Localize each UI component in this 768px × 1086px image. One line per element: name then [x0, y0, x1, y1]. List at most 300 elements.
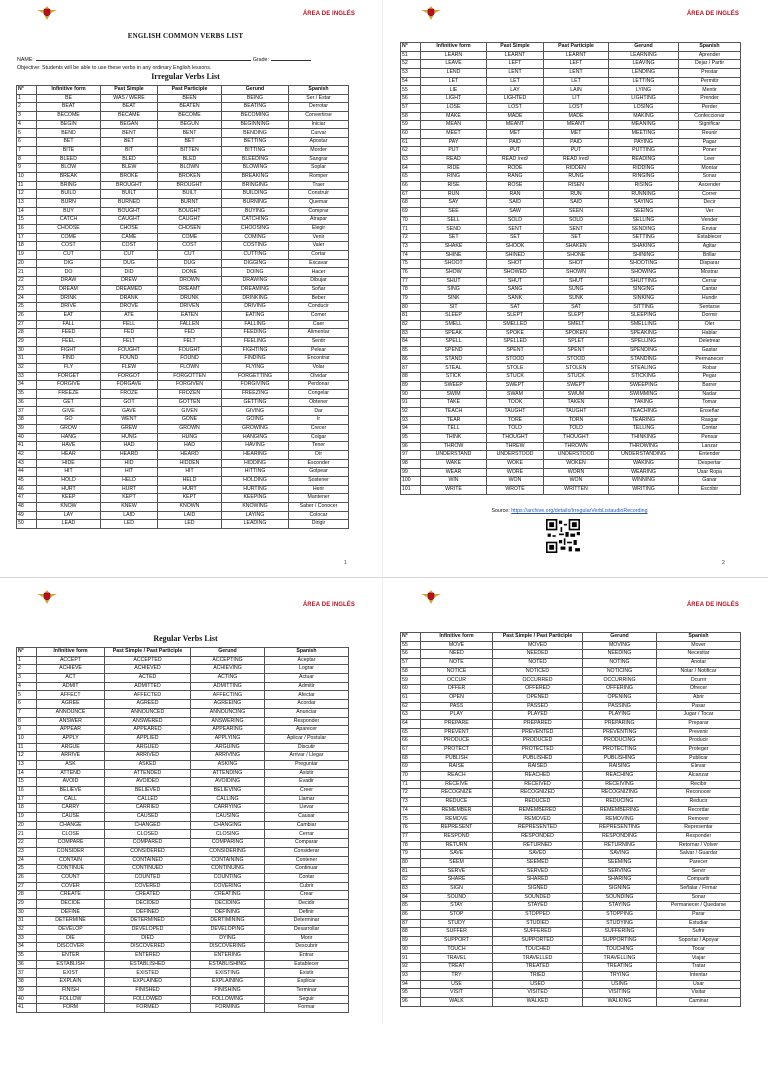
verb-infinitive: MOVE	[421, 641, 493, 650]
verb-row	[17, 129, 349, 138]
verb-past-participle: HAD	[158, 442, 222, 451]
area-label: ÁREA DE INGLÉS	[686, 11, 739, 17]
verb-row	[17, 952, 349, 961]
verb-row	[401, 86, 741, 95]
verb-number: 96	[401, 997, 421, 1006]
verb-row	[401, 329, 741, 338]
verb-gerund: CONTAINING	[191, 856, 265, 865]
verb-infinitive: FOLLOW	[37, 995, 105, 1004]
verb-spanish: Decidir	[265, 899, 349, 908]
verb-infinitive: COUNT	[37, 873, 105, 882]
verb-past-forms: OCCURRED	[493, 676, 583, 685]
verb-spanish: Vender	[679, 216, 741, 225]
verb-gerund: BETTING	[222, 138, 289, 147]
verb-past-participle: KNOWN	[158, 503, 222, 512]
verb-past-simple: BENT	[101, 129, 158, 138]
verb-spanish: Soplar	[289, 164, 349, 173]
verb-row	[17, 390, 349, 399]
verb-gerund: PROTECTING	[583, 745, 657, 754]
grade-blank[interactable]	[271, 60, 311, 61]
verb-row	[17, 285, 349, 294]
verb-infinitive: LOSE	[421, 103, 487, 112]
verb-past-forms: SHARED	[493, 876, 583, 885]
verb-spanish: Reconocer	[657, 789, 741, 798]
verb-gerund: GROWING	[222, 424, 289, 433]
verb-past-forms: SIGNED	[493, 884, 583, 893]
verb-past-participle: LED	[158, 520, 222, 529]
verb-number: 82	[401, 876, 421, 885]
verb-spanish: Dibujar	[289, 277, 349, 286]
verb-row	[401, 294, 741, 303]
verb-infinitive: TEAR	[421, 416, 487, 425]
verb-gerund: DEVELOPING	[191, 926, 265, 935]
verb-number: 49	[17, 511, 37, 520]
verb-row	[17, 459, 349, 468]
verb-gerund: STANDING	[609, 355, 679, 364]
verb-spanish: Curvar	[289, 129, 349, 138]
verb-gerund: NEEDING	[583, 650, 657, 659]
col-past-simple: Past Simple	[487, 43, 544, 52]
verb-number: 32	[17, 926, 37, 935]
verb-past-forms: VISITED	[493, 989, 583, 998]
verb-row	[401, 268, 741, 277]
verb-gerund: LOSING	[609, 103, 679, 112]
verb-past-forms: DIED	[105, 934, 191, 943]
verb-row	[401, 77, 741, 86]
verb-spanish: Convertirse	[289, 112, 349, 121]
verb-spanish: Ofrecer	[657, 685, 741, 694]
verb-gerund: FEEDING	[222, 329, 289, 338]
verb-spanish: Sostener	[289, 476, 349, 485]
verb-past-participle: THROWN	[544, 442, 609, 451]
verb-number: 14	[17, 769, 37, 778]
verb-past-forms: RECOGNIZED	[493, 789, 583, 798]
verb-row	[17, 268, 349, 277]
verb-spanish: Afectar	[265, 691, 349, 700]
qr-code-icon[interactable]	[546, 519, 580, 553]
verb-past-simple: STOLE	[487, 364, 544, 373]
verb-number: 56	[401, 650, 421, 659]
verb-number: 71	[401, 225, 421, 234]
verb-past-participle: HUNG	[158, 433, 222, 442]
name-grade-line	[17, 57, 311, 63]
page-3	[8, 586, 363, 1086]
verb-past-participle: SMELT	[544, 321, 609, 330]
verb-spanish: Necesitar	[657, 650, 741, 659]
verb-infinitive: SHOW	[421, 268, 487, 277]
verb-spanish: Comparar	[265, 839, 349, 848]
verb-infinitive: TRY	[421, 971, 493, 980]
verb-gerund: SELLING	[609, 216, 679, 225]
verb-infinitive: BELIEVE	[37, 787, 105, 796]
verb-spanish: Deletrear	[679, 338, 741, 347]
verb-past-forms: ARRIVED	[105, 752, 191, 761]
verb-infinitive: FORGET	[37, 372, 101, 381]
verb-past-simple: BIT	[101, 146, 158, 155]
verb-number: 18	[17, 804, 37, 813]
verb-gerund: HOLDING	[222, 476, 289, 485]
verb-past-participle: TAUGHT	[544, 407, 609, 416]
verb-infinitive: TAKE	[421, 399, 487, 408]
verb-spanish: Dar	[289, 407, 349, 416]
verb-past-simple: SHOT	[487, 260, 544, 269]
verb-past-forms: WALKED	[493, 997, 583, 1006]
verb-infinitive: COVER	[37, 882, 105, 891]
verb-gerund: FORGETTING	[222, 372, 289, 381]
verb-number: 22	[17, 277, 37, 286]
col-infinitive: Infinitive form	[421, 43, 487, 52]
verb-gerund: RINGING	[609, 173, 679, 182]
verb-infinitive: BURN	[37, 198, 101, 207]
verb-infinitive: GIVE	[37, 407, 101, 416]
verb-infinitive: ACHIEVE	[37, 665, 105, 674]
verb-gerund: FIGHTING	[222, 346, 289, 355]
verb-number: 13	[17, 198, 37, 207]
verb-spanish: Considerar	[265, 847, 349, 856]
verb-number: 64	[401, 719, 421, 728]
verb-past-forms: CARRIED	[105, 804, 191, 813]
verb-spanish: Parecer	[657, 858, 741, 867]
verb-gerund: USING	[583, 980, 657, 989]
verb-spanish: Montar	[679, 164, 741, 173]
verb-gerund: WALKING	[583, 997, 657, 1006]
verb-infinitive: BEGIN	[37, 120, 101, 129]
verb-infinitive: RESPOND	[421, 832, 493, 841]
verb-spanish: Representar	[657, 824, 741, 833]
verb-past-forms: FOLLOWED	[105, 995, 191, 1004]
verb-row	[401, 277, 741, 286]
verb-past-participle: SUNK	[544, 294, 609, 303]
verb-spanish: Alcanzar	[657, 772, 741, 781]
verb-spanish: Dirigir	[289, 520, 349, 529]
verb-number: 22	[17, 839, 37, 848]
verb-spanish: Discutir	[265, 743, 349, 752]
verb-spanish: Prevenir	[657, 728, 741, 737]
verb-gerund: STICKING	[609, 373, 679, 382]
verb-row	[17, 181, 349, 190]
verb-gerund: DIGGING	[222, 259, 289, 268]
verb-infinitive: RUN	[421, 190, 487, 199]
verb-row	[401, 928, 741, 937]
verb-spanish: Parar	[657, 911, 741, 920]
verb-infinitive: SPEAK	[421, 329, 487, 338]
verb-spanish: Aparecer	[265, 726, 349, 735]
verb-infinitive: RIDE	[421, 164, 487, 173]
verb-past-simple: FROZE	[101, 390, 158, 399]
verb-spanish: Cerrar	[679, 277, 741, 286]
verb-infinitive: NEED	[421, 650, 493, 659]
verb-spanish: Comer	[289, 311, 349, 320]
verb-spanish: Creer	[265, 787, 349, 796]
verb-number: 48	[17, 503, 37, 512]
regular-verbs-table-2	[400, 632, 741, 1007]
verb-infinitive: RAISE	[421, 763, 493, 772]
verb-number: 28	[17, 329, 37, 338]
verb-past-forms: CONSIDERED	[105, 847, 191, 856]
verb-gerund: SMELLING	[609, 321, 679, 330]
verb-spanish: Recordar	[657, 806, 741, 815]
verb-gerund: FOLLOWING	[191, 995, 265, 1004]
verb-gerund: PRODUCING	[583, 737, 657, 746]
verb-number: 31	[17, 355, 37, 364]
verb-row	[401, 650, 741, 659]
verb-gerund: BITTING	[222, 146, 289, 155]
verb-spanish: Responder	[657, 832, 741, 841]
verb-past-forms: MOVED	[493, 641, 583, 650]
verb-spanish: Prender	[679, 95, 741, 104]
verb-past-participle: LENT	[544, 69, 609, 78]
verb-past-participle: GIVEN	[158, 407, 222, 416]
irregular-section-title: Irregular Verbs List	[151, 72, 220, 81]
verb-past-forms: ASKED	[105, 760, 191, 769]
verb-spanish: Permanecer / Quedarse	[657, 902, 741, 911]
verb-row	[401, 659, 741, 668]
verb-spanish: Perder	[679, 103, 741, 112]
verb-gerund: ACHIEVING	[191, 665, 265, 674]
verb-number: 19	[17, 251, 37, 260]
verb-gerund: FLYING	[222, 364, 289, 373]
verb-past-forms: FORMED	[105, 1004, 191, 1013]
name-blank[interactable]	[36, 60, 251, 61]
verb-gerund: PUBLISHING	[583, 754, 657, 763]
verb-row	[401, 121, 741, 130]
verb-past-forms: SAVED	[493, 850, 583, 859]
verb-past-participle: GROWN	[158, 424, 222, 433]
verb-past-forms: APPEARED	[105, 726, 191, 735]
verb-infinitive: VISIT	[421, 989, 493, 998]
verb-infinitive: PREPARE	[421, 719, 493, 728]
verb-number: 61	[401, 693, 421, 702]
verb-infinitive: STAND	[421, 355, 487, 364]
verb-infinitive: FORM	[37, 1004, 105, 1013]
verb-infinitive: ARGUE	[37, 743, 105, 752]
verb-infinitive: LIE	[421, 86, 487, 95]
verb-number: 83	[401, 329, 421, 338]
verb-past-participle: LIT	[544, 95, 609, 104]
verb-spanish: Derrotar	[289, 103, 349, 112]
verb-gerund: UNDERSTANDING	[609, 451, 679, 460]
verb-spanish: Sonar	[679, 173, 741, 182]
verb-number: 60	[401, 129, 421, 138]
verb-infinitive: PAY	[421, 138, 487, 147]
verb-number: 39	[17, 424, 37, 433]
verb-spanish: Usar Ropa	[679, 468, 741, 477]
source-line	[392, 508, 747, 514]
verb-row	[17, 233, 349, 242]
verb-row	[17, 494, 349, 503]
verb-gerund: TEARING	[609, 416, 679, 425]
verb-spanish: Atrapar	[289, 216, 349, 225]
verb-row	[401, 902, 741, 911]
verb-spanish: Poner	[679, 147, 741, 156]
verb-gerund: WINNING	[609, 477, 679, 486]
verb-spanish: Mostrar	[679, 268, 741, 277]
verb-row	[17, 795, 349, 804]
verb-spanish: Pasar	[657, 702, 741, 711]
verb-past-simple: LAID	[101, 511, 158, 520]
verb-past-simple: SPENT	[487, 347, 544, 356]
verb-row	[401, 138, 741, 147]
verb-row	[17, 830, 349, 839]
verb-past-simple: STUCK	[487, 373, 544, 382]
verb-past-simple: BECAME	[101, 112, 158, 121]
verb-number: 8	[17, 717, 37, 726]
verb-past-simple: FORGOT	[101, 372, 158, 381]
verb-row	[17, 682, 349, 691]
verb-number: 90	[401, 390, 421, 399]
verb-row	[401, 754, 741, 763]
verb-row	[17, 847, 349, 856]
verb-past-participle: TOLD	[544, 425, 609, 434]
verb-infinitive: REMEMBER	[421, 806, 493, 815]
verb-infinitive: CHOOSE	[37, 225, 101, 234]
verb-past-participle: BLOWN	[158, 164, 222, 173]
verb-gerund: ACTING	[191, 674, 265, 683]
verb-past-participle: BITTEN	[158, 146, 222, 155]
verb-infinitive: BREAK	[37, 172, 101, 181]
verb-number: 84	[401, 893, 421, 902]
verb-number: 52	[401, 60, 421, 69]
verb-number: 1	[17, 94, 37, 103]
verb-gerund: EXISTING	[191, 969, 265, 978]
verb-number: 28	[17, 891, 37, 900]
verb-infinitive: TREAT	[421, 963, 493, 972]
verb-past-participle: DONE	[158, 268, 222, 277]
verb-number: 43	[17, 459, 37, 468]
verb-row	[401, 164, 741, 173]
verb-gerund: GOING	[222, 416, 289, 425]
verb-number: 5	[17, 129, 37, 138]
verb-row	[17, 112, 349, 121]
verb-infinitive: BUY	[37, 207, 101, 216]
verb-number: 77	[401, 832, 421, 841]
verb-spanish: Recibir	[657, 780, 741, 789]
verb-past-simple: WORE	[487, 468, 544, 477]
verb-past-participle: SPENT	[544, 347, 609, 356]
verb-past-participle: FOUGHT	[158, 346, 222, 355]
verb-row	[17, 787, 349, 796]
verb-past-forms: REMOVED	[493, 815, 583, 824]
verb-spanish: Seguir	[265, 995, 349, 1004]
verb-number: 12	[17, 190, 37, 199]
verb-gerund: KEEPING	[222, 494, 289, 503]
verb-spanish: Admitir	[265, 682, 349, 691]
verb-row	[17, 908, 349, 917]
verb-spanish: Intentar	[657, 971, 741, 980]
verb-number: 14	[17, 207, 37, 216]
source-link[interactable]: https://archive.org/details/IrregularVerbListaudioRecording	[511, 508, 648, 514]
verb-past-forms: RETURNED	[493, 841, 583, 850]
verb-gerund: WAKING	[609, 460, 679, 469]
verb-spanish: Oír	[289, 450, 349, 459]
verb-row	[401, 989, 741, 998]
verb-row	[17, 700, 349, 709]
verb-spanish: Preguntar	[265, 760, 349, 769]
verb-gerund: THINKING	[609, 433, 679, 442]
col-spanish: Spanish	[289, 86, 349, 95]
verb-past-simple: CAUGHT	[101, 216, 158, 225]
verb-row	[17, 839, 349, 848]
verb-number: 41	[17, 442, 37, 451]
verb-past-forms: SEEMED	[493, 858, 583, 867]
verb-spanish: Reunir	[679, 129, 741, 138]
verb-past-participle: MADE	[544, 112, 609, 121]
verb-number: 77	[401, 277, 421, 286]
verb-row	[401, 425, 741, 434]
verb-spanish: Causar	[265, 813, 349, 822]
verb-spanish: Ganar	[679, 477, 741, 486]
verb-past-participle: RISEN	[544, 182, 609, 191]
verb-gerund: CATCHING	[222, 216, 289, 225]
verb-past-simple: WOKE	[487, 460, 544, 469]
verb-row	[17, 743, 349, 752]
verb-infinitive: CREATE	[37, 891, 105, 900]
verb-gerund: DOING	[222, 268, 289, 277]
verb-past-participle: TAKEN	[544, 399, 609, 408]
verb-gerund: LAYING	[222, 511, 289, 520]
verb-spanish: Dormir	[679, 312, 741, 321]
verb-number: 7	[17, 708, 37, 717]
verb-infinitive: GO	[37, 416, 101, 425]
verb-spanish: Viajar	[657, 954, 741, 963]
verb-row	[17, 337, 349, 346]
verb-gerund: RUNNING	[609, 190, 679, 199]
verb-infinitive: HOLD	[37, 476, 101, 485]
verb-past-participle: EATEN	[158, 311, 222, 320]
verb-row	[17, 198, 349, 207]
verb-past-participle: PUT	[544, 147, 609, 156]
verb-past-participle: SHUT	[544, 277, 609, 286]
verb-past-participle: UNDERSTOOD	[544, 451, 609, 460]
col-number: N°	[17, 86, 37, 95]
verb-number: 94	[401, 425, 421, 434]
verb-row	[17, 674, 349, 683]
verb-gerund: ANNOUNCING	[191, 708, 265, 717]
verb-infinitive: COMPARE	[37, 839, 105, 848]
verb-gerund: SINGING	[609, 286, 679, 295]
verb-infinitive: DEVELOP	[37, 926, 105, 935]
verb-row	[401, 676, 741, 685]
verb-past-simple: TAUGHT	[487, 407, 544, 416]
verb-gerund: HIDDING	[222, 459, 289, 468]
verb-past-participle: SAT	[544, 303, 609, 312]
verb-past-simple: HAD	[101, 442, 158, 451]
verb-gerund: EATING	[222, 311, 289, 320]
verb-gerund: MOVING	[583, 641, 657, 650]
verb-gerund: BUYING	[222, 207, 289, 216]
verb-infinitive: KNOW	[37, 503, 101, 512]
verb-past-participle: LEFT	[544, 60, 609, 69]
verb-past-forms: COMPARED	[105, 839, 191, 848]
verb-row	[17, 978, 349, 987]
verb-row	[401, 477, 741, 486]
verb-row	[17, 856, 349, 865]
verb-gerund: FALLING	[222, 320, 289, 329]
verb-past-simple: BROUGHT	[101, 181, 158, 190]
header-row	[401, 633, 741, 642]
verb-infinitive: GET	[37, 398, 101, 407]
verb-past-simple: BLEW	[101, 164, 158, 173]
verb-past-forms: REPRESENTED	[493, 824, 583, 833]
verb-number: 29	[17, 899, 37, 908]
verb-number: 75	[401, 260, 421, 269]
verb-spanish: Dejar / Partir	[679, 60, 741, 69]
verb-spanish: Brillar	[679, 251, 741, 260]
verb-gerund: NOTING	[583, 659, 657, 668]
verb-past-simple: SPELLED	[487, 338, 544, 347]
verb-infinitive: CONTINUE	[37, 865, 105, 874]
verb-past-forms: AVOIDED	[105, 778, 191, 787]
